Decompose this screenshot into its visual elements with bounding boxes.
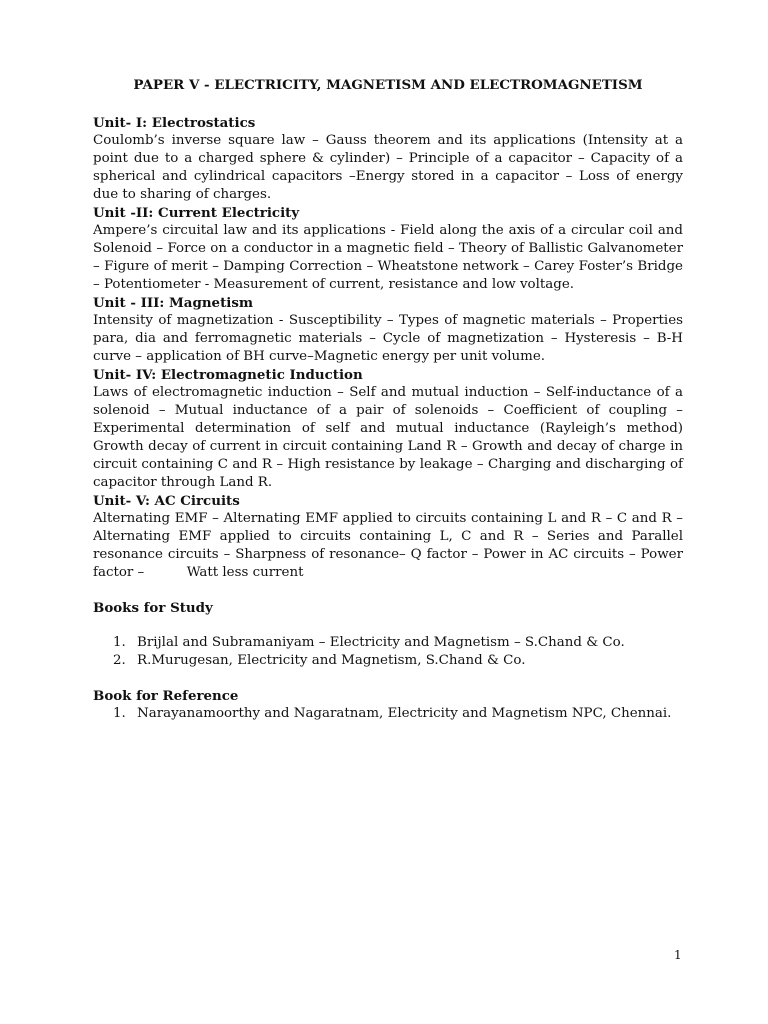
- page-number: 1: [674, 948, 682, 962]
- book-for-reference-heading: Book for Reference: [93, 688, 239, 704]
- list-item-text: Narayanamoorthy and Nagaratnam, Electricity and Magnetism NPC, Chennai.: [137, 706, 672, 721]
- unit-5-heading: Unit- V: AC Circuits: [93, 493, 240, 509]
- unit-4-body: Laws of electromagnetic induction – Self and mutual induction – Self-inductance of a solenoid – Mutual inductance of a pair of solenoids – Coefficient of coupling – Experimental determination of self and mutual inductance (Rayleigh’s method) Growth decay of current in circuit containing Land R – Growth and decay of charge in circuit containing C and R – High resistance by leakage – Charging and discharging of capacitor through Land R.: [93, 385, 683, 490]
- unit-1-section: [93, 114, 683, 204]
- books-for-study-list: [93, 634, 683, 670]
- unit-4-section: [93, 366, 683, 492]
- unit-1-heading: Unit- I: Electrostatics: [93, 115, 256, 131]
- unit-2-heading: Unit -II: Current Electricity: [93, 205, 300, 221]
- unit-5-body: Alternating EMF – Alternating EMF applied to circuits containing L and R – C and R – Alternating EMF applied to circuits containing L, C and R – Series and Parallel resonance circuits – Sharpness of resonance– Q factor – Power in AC circuits – Power factor – Watt less current: [93, 511, 688, 580]
- list-item: [93, 634, 683, 652]
- books-for-study-heading: Books for Study: [93, 600, 213, 616]
- unit-3-section: [93, 294, 683, 366]
- unit-3-heading: Unit - III: Magnetism: [93, 295, 254, 311]
- unit-2-body: Ampere’s circuital law and its applications - Field along the axis of a circular coil and Solenoid – Force on a conductor in a magnetic field – Theory of Ballistic Galvanometer – Figure of merit – Damping Correction – Wheatstone network – Carey Foster’s Bridge – Potentiometer - Measurement of current, resistance and low voltage.: [93, 223, 683, 292]
- unit-3-body: Intensity of magnetization - Susceptibility – Types of magnetic materials – Properties para, dia and ferromagnetic materials – Cycle of magnetization – Hysteresis – B-H curve – application of BH curve–Magnetic energy per unit volume.: [93, 313, 683, 364]
- unit-5-section: [93, 492, 688, 582]
- book-for-reference-list: [93, 705, 683, 723]
- list-item-number: 1.: [113, 635, 126, 650]
- list-item-number: 2.: [113, 653, 126, 668]
- list-item-text: R.Murugesan, Electricity and Magnetism, S.Chand & Co.: [137, 653, 526, 668]
- list-item: [93, 652, 683, 670]
- document-title: PAPER V - ELECTRICITY, MAGNETISM AND ELECTROMAGNETISM: [133, 77, 643, 93]
- list-item: [93, 705, 683, 723]
- unit-1-body: Coulomb’s inverse square law – Gauss theorem and its applications (Intensity at a point due to a charged sphere & cylinder) – Principle of a capacitor – Capacity of a spherical and cylindrical capacitors –Energy stored in a capacitor – Loss of energy due to sharing of charges.: [93, 133, 683, 202]
- list-item-number: 1.: [113, 706, 126, 721]
- unit-4-heading: Unit- IV: Electromagnetic Induction: [93, 367, 363, 383]
- unit-2-section: [93, 204, 683, 294]
- document-page: [93, 76, 688, 723]
- list-item-text: Brijlal and Subramaniyam – Electricity and Magnetism – S.Chand & Co.: [137, 635, 625, 650]
